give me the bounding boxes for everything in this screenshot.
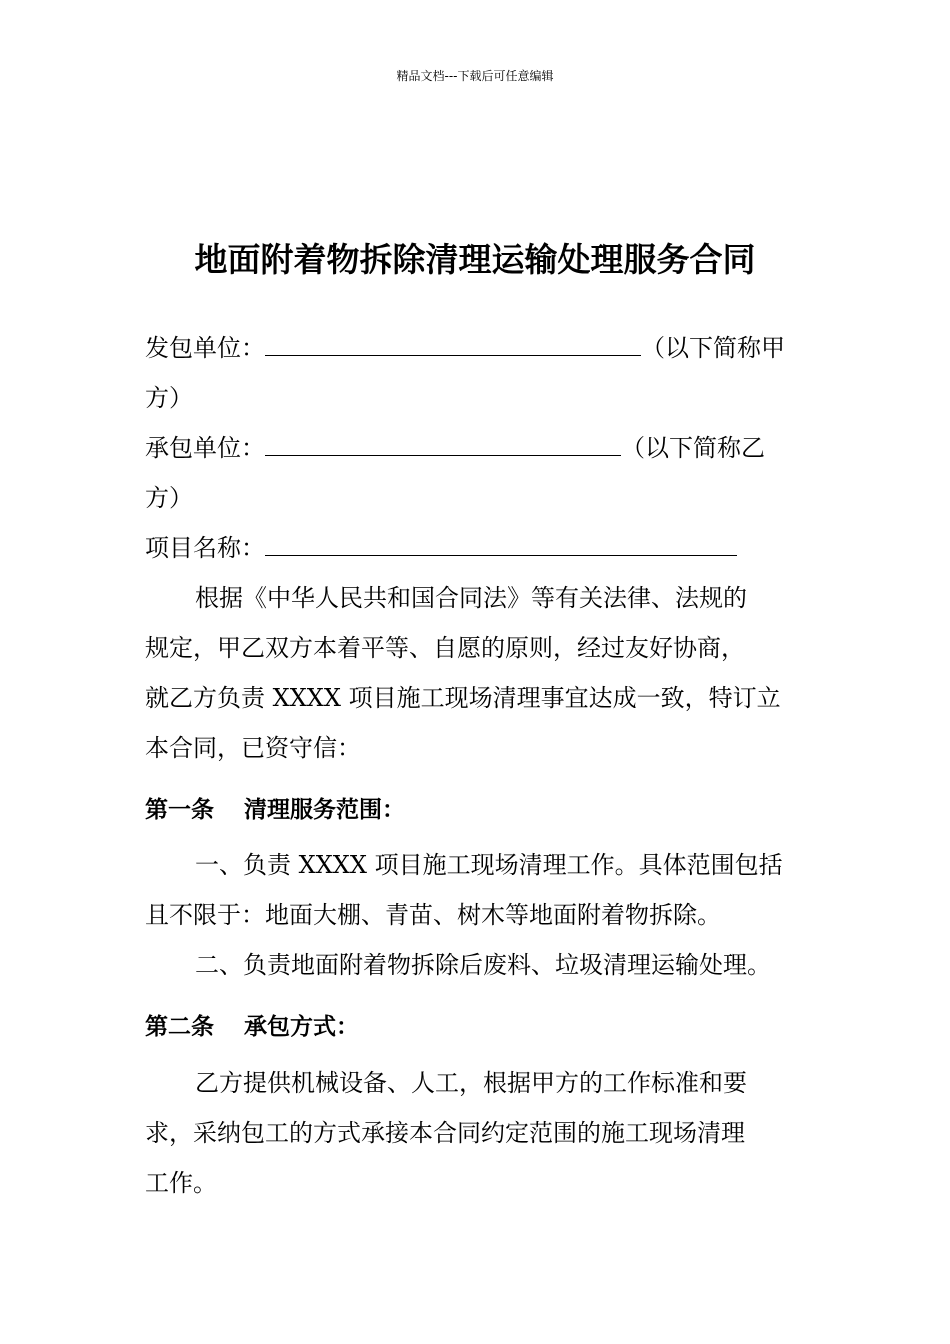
contractor-suffix: （以下简称乙: [621, 434, 765, 462]
page-header: 精品文档---下载后可任意编辑: [396, 69, 554, 83]
employer-suffix-cont: 方）: [145, 384, 193, 412]
contractor-suffix-cont: 方）: [145, 484, 193, 512]
article-1-title: 清理服务范围：: [244, 796, 405, 823]
document-title: 地面附着物拆除清理运输处理服务合同: [194, 240, 756, 279]
preamble-line-1: 根据《中华人民共和国合同法》等有关法律、法规的: [195, 584, 747, 612]
contractor-label: 承包单位：: [145, 434, 265, 462]
article-2-para-line-2: 求，采纳包工的方式承接本合同约定范围的施工现场清理: [145, 1119, 745, 1147]
contractor-line: [145, 433, 765, 463]
preamble-line-4: 本合同，已资守信：: [145, 734, 361, 762]
project-line: [145, 533, 737, 563]
preamble-line-3: 就乙方负责 XXXX 项目施工现场清理事宜达成一致，特订立: [145, 684, 781, 712]
employer-label: 发包单位：: [145, 334, 265, 362]
article-1-item-1-line-1: 一、负责 XXXX 项目施工现场清理工作。具体范围包括: [195, 851, 783, 879]
preamble-line-2: 规定，甲乙双方本着平等、自愿的原则，经过友好协商，: [145, 634, 745, 662]
article-2-heading: [145, 1012, 359, 1042]
article-2-number: 第二条: [145, 1013, 214, 1040]
article-1-item-2: 二、负责地面附着物拆除后废料、垃圾清理运输处理。: [195, 951, 771, 979]
article-1-heading: [145, 795, 405, 825]
article-1-number: 第一条: [145, 796, 214, 823]
employer-suffix: （以下简称甲: [641, 334, 785, 362]
article-2-title: 承包方式：: [244, 1013, 359, 1040]
employer-blank: [265, 333, 641, 356]
article-2-para-line-3: 工作。: [145, 1169, 217, 1197]
project-label: 项目名称：: [145, 534, 265, 562]
project-blank: [265, 533, 737, 556]
article-2-para-line-1: 乙方提供机械设备、人工，根据甲方的工作标准和要: [195, 1069, 747, 1097]
article-1-item-1-line-2: 且不限于：地面大棚、青苗、树木等地面附着物拆除。: [145, 901, 721, 929]
contractor-blank: [265, 433, 621, 456]
employer-line: [145, 333, 785, 363]
